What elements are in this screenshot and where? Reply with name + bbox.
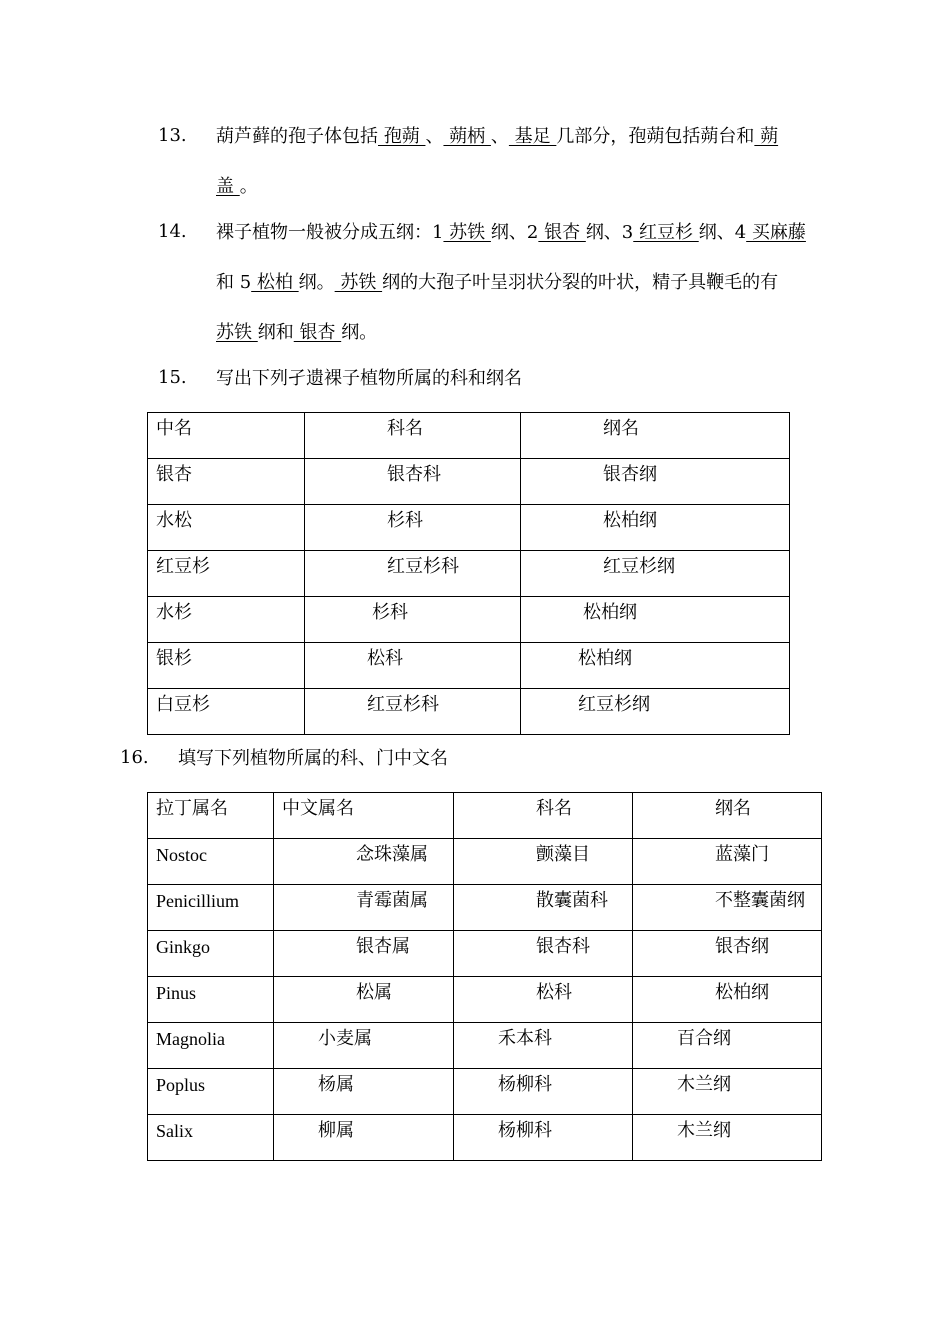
table-cell: 百合纲 [633,1023,822,1069]
table-header-row [148,793,822,839]
header-cell: 科名 [454,793,633,839]
table-cell: 水松 [148,505,305,551]
table-cell: 银杏 [148,459,305,505]
q13-line2 [216,174,258,200]
q13-text: 、 [425,126,444,147]
q14-text: 纲、3 [585,222,634,243]
q14-line1 [216,220,806,246]
table-cell: Penicillium [148,885,274,931]
table-cell: Poplus [148,1069,274,1115]
table-row [148,689,790,735]
q14-answer: 红豆杉 [633,222,699,243]
table-cell: 杉科 [305,597,521,643]
table-cell: 红豆杉科 [305,551,521,597]
q13-text: 几部分，孢蒴包括蒴台和 [556,126,755,147]
q14-text: 纲的大孢子叶呈羽状分裂的叶状，精子具鞭毛的有 [382,272,779,293]
table-cell: 禾本科 [454,1023,633,1069]
table-row [148,839,822,885]
header-cell: 纲名 [521,413,790,459]
table-row [148,977,822,1023]
q13-text: 。 [239,176,258,197]
q13-answer: 孢蒴 [378,126,426,147]
table-cell: Ginkgo [148,931,274,977]
q14-number: 14. [158,221,187,242]
table-cell: Nostoc [148,839,274,885]
q16-text: 填写下列植物所属的科、门中文名 [178,748,448,769]
table-cell: 杨柳科 [454,1069,633,1115]
table-cell: 不整囊菌纲 [633,885,822,931]
table-cell: 蓝藻门 [633,839,822,885]
table-cell: Pinus [148,977,274,1023]
table-row [148,1115,822,1161]
table-row [148,1069,822,1115]
table-cell: 松柏纲 [521,597,790,643]
q14-answer: 买麻藤 [746,222,806,243]
q14-text: 纲、2 [490,222,539,243]
q14-answer: 银杏 [293,322,342,343]
header-cell: 中文属名 [274,793,454,839]
table-row [148,1023,822,1069]
q14-text: 纲。 [298,272,335,293]
q14-text: 纲。 [341,322,378,343]
table-cell: 杉科 [305,505,521,551]
q16-number: 16. [120,747,149,768]
table-row [148,505,790,551]
table-cell: 松柏纲 [633,977,822,1023]
header-cell: 科名 [305,413,521,459]
table-cell: 杨属 [274,1069,454,1115]
table-cell: 银杏纲 [633,931,822,977]
table-cell: Magnolia [148,1023,274,1069]
q16-table [147,792,822,1161]
q14-text: 和 5 [216,272,252,293]
table-cell: 水杉 [148,597,305,643]
table-cell: 木兰纲 [633,1115,822,1161]
q13-answer: 基足 [508,126,557,147]
q14-answer: 苏铁 [216,322,258,343]
q14-text: 裸子植物一般被分成五纲：1 [216,222,444,243]
table-cell: 松柏纲 [521,643,790,689]
table-cell: 银杉 [148,643,305,689]
header-cell: 纲名 [633,793,822,839]
q13-text: 、 [490,126,509,147]
table-cell: 柳属 [274,1115,454,1161]
table-row [148,885,822,931]
table-cell: 木兰纲 [633,1069,822,1115]
q14-text: 纲和 [257,322,294,343]
table-cell: 红豆杉纲 [521,551,790,597]
table-cell: Salix [148,1115,274,1161]
header-cell: 中名 [148,413,305,459]
table-row [148,931,822,977]
q14-text: 纲、4 [698,222,747,243]
q15-table [147,412,790,735]
table-cell: 红豆杉科 [305,689,521,735]
q13-text: 葫芦藓的孢子体包括 [216,126,378,147]
table-cell: 杨柳科 [454,1115,633,1161]
table-cell: 银杏纲 [521,459,790,505]
table-row [148,597,790,643]
table-cell: 银杏科 [305,459,521,505]
q13-answer: 蒴柄 [443,126,491,147]
table-cell: 颤藻目 [454,839,633,885]
table-header-row [148,413,790,459]
q14-answer: 松柏 [251,272,299,293]
table-cell: 红豆杉纲 [521,689,790,735]
table-row [148,551,790,597]
table-cell: 红豆杉 [148,551,305,597]
q13-answer: 盖 [216,176,240,197]
q14-answer: 苏铁 [443,222,491,243]
table-cell: 白豆杉 [148,689,305,735]
table-cell: 松属 [274,977,454,1023]
q14-line2 [216,270,778,296]
table-cell: 银杏科 [454,931,633,977]
table-cell: 松科 [305,643,521,689]
table-cell: 念珠藻属 [274,839,454,885]
table-cell: 散囊菌科 [454,885,633,931]
q15-number: 15. [158,367,187,388]
table-cell: 小麦属 [274,1023,454,1069]
q14-answer: 苏铁 [334,272,383,293]
q14-answer: 银杏 [538,222,586,243]
q13-number: 13. [158,125,187,146]
table-cell: 青霉菌属 [274,885,454,931]
table-cell: 松科 [454,977,633,1023]
table-cell: 银杏属 [274,931,454,977]
table-row [148,643,790,689]
table-row [148,459,790,505]
q14-line3 [216,320,377,346]
table-cell: 松柏纲 [521,505,790,551]
q13-line1 [216,124,778,150]
header-cell: 拉丁属名 [148,793,274,839]
q15-text: 写出下列孑遗裸子植物所属的科和纲名 [216,368,522,389]
q13-answer: 蒴 [754,126,779,147]
